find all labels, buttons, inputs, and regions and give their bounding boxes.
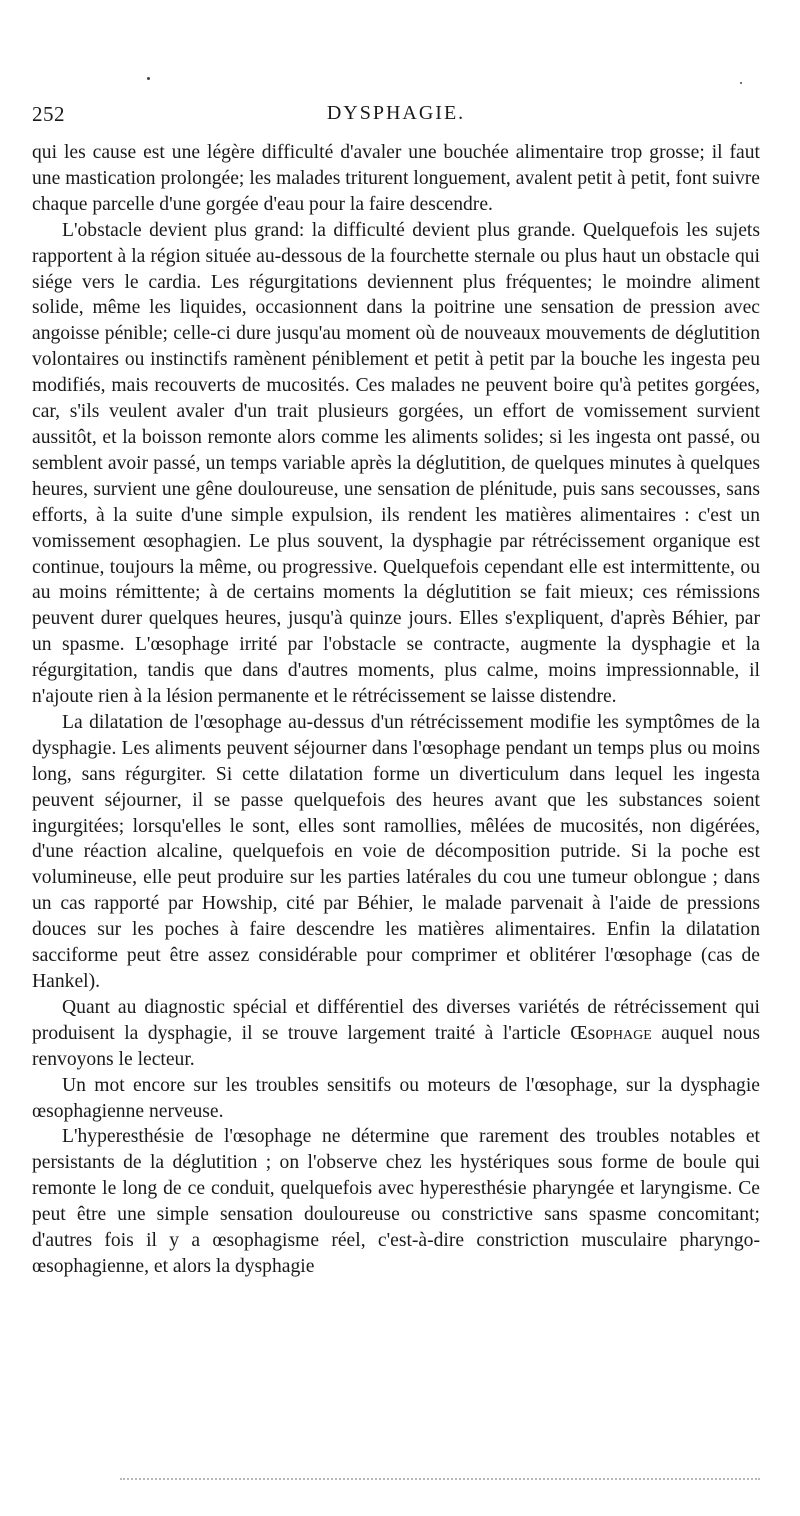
- page-header: [32, 102, 760, 132]
- diagnostic-text-end: auquel nous renvoyons le lecteur.: [32, 1022, 760, 1070]
- bottom-rule: [120, 1478, 760, 1480]
- paragraph-obstacle: L'obstacle devient plus grand: la difficulté devient plus grande. Quelquefois les sujets rapportent à la région située au-dessous de la fourchette sternale ou plus haut un obstacle qui siége vers le cardia. Les régurgitations deviennent plus fréquentes; le moindre aliment solide, même les liquides, occasionnent dans la poitrine une sensation de pression avec angoisse pénible; celle-ci dure jusqu'au moment où de nouveaux mouvements de déglutition volontaires ou instinctifs ramènent péniblement et petit à petit par la bouche les ingesta peu modifiés, mais recouverts de mucosités. Ces malades ne peuvent boire qu'à petites gorgées, car, s'ils veulent avaler d'un trait plusieurs gorgées, un effort de vomissement survient aussitôt, et la boisson remonte alors comme les aliments solides; si les ingesta ont passé, ou semblent avoir passé, un temps variable après la déglutition, de quelques minutes à quelques heures, survient une gêne douloureuse, une sensation de plénitude, puis sans secousses, sans efforts, à la suite d'une simple expulsion, ils rendent les matières alimentaires : c'est un vomissement œsophagien. Le plus souvent, la dysphagie par rétrécissement organique est continue, toujours la même, ou progressive. Quelquefois cependant elle est intermittente, ou au moins rémittente; à de certains moments la déglutition se fait mieux; ces rémissions peuvent durer quelques heures, jusqu'à quinze jours. Elles s'expliquent, d'après Béhier, par un spasme. L'œsophage irrité par l'obstacle se contracte, augmente la dysphagie et la régurgitation, tandis que dans d'autres moments, plus calme, moins impressionnable, il n'ajoute rien à la lésion permanente et le rétrécissement se laisse distendre.: [32, 219, 760, 708]
- body-text: [32, 140, 760, 1280]
- diagnostic-text: Quant au diagnostic spécial et différentiel des diverses variétés de rétrécissement qui produisent la dysphagie, il se trouve largement traité à l'article Œso: [32, 996, 760, 1044]
- paragraph-troubles: Un mot encore sur les troubles sensitifs ou moteurs de l'œsophage, sur la dysphagie œsophagienne nerveuse.: [32, 1074, 760, 1122]
- paragraph-hyperesthesie: L'hyperesthésie de l'œsophage ne détermine que rarement des troubles notables et persistants de la déglutition ; on l'observe chez les hystériques sous forme de boule qui remonte le long de ce conduit, quelquefois avec hyperesthésie pharyngée et laryngisme. Ce peut être une simple sensation douloureuse ou constrictive sans spasme concomitant; d'autres fois il y a œsophagisme réel, c'est-à-dire constriction musculaire pharyngo-œsophagienne, et alors la dysphagie: [32, 1126, 760, 1277]
- paragraph-diagnostic: [32, 995, 760, 1073]
- page-number: 252: [32, 102, 65, 126]
- paragraph-continuation: qui les cause est une légère difficulté d'avaler une bouchée alimentaire trop grosse; il faut une mastication prolongée; les malades triturent longuement, avalent petit à petit, font suivre chaque parcelle d'une gorgée d'eau pour la faire descendre.: [32, 142, 760, 215]
- paragraph-dilatation: La dilatation de l'œsophage au-dessus d'un rétrécissement modifie les symptômes de la dysphagie. Les aliments peuvent séjourner dans l'œsophage pendant un temps plus ou moins long, sans régurgiter. Si cette dilatation forme un diverticulum dans lequel les ingesta peuvent séjourner, il se passe quelquefois des heures avant que les substances soient ingurgitées; lorsqu'elles le sont, elles sont ramollies, mêlées de mucosités, non digérées, d'une réaction alcaline, quelquefois en voie de décomposition putride. Si la poche est volumineuse, elle peut produire sur les parties latérales du cou une tumeur oblongue ; dans un cas rapporté par Howship, cité par Béhier, le malade parvenait à l'aide de pressions douces sur les poches à faire descendre les matières alimentaires. Enfin la dilatation sacciforme peut être assez considérable pour comprimer et oblitérer l'œsophage (cas de Hankel).: [32, 711, 760, 992]
- article-reference: phage: [605, 1022, 652, 1044]
- print-speck: [740, 82, 742, 84]
- print-speck: [147, 77, 150, 80]
- running-title: DYSPHAGIE.: [326, 102, 466, 124]
